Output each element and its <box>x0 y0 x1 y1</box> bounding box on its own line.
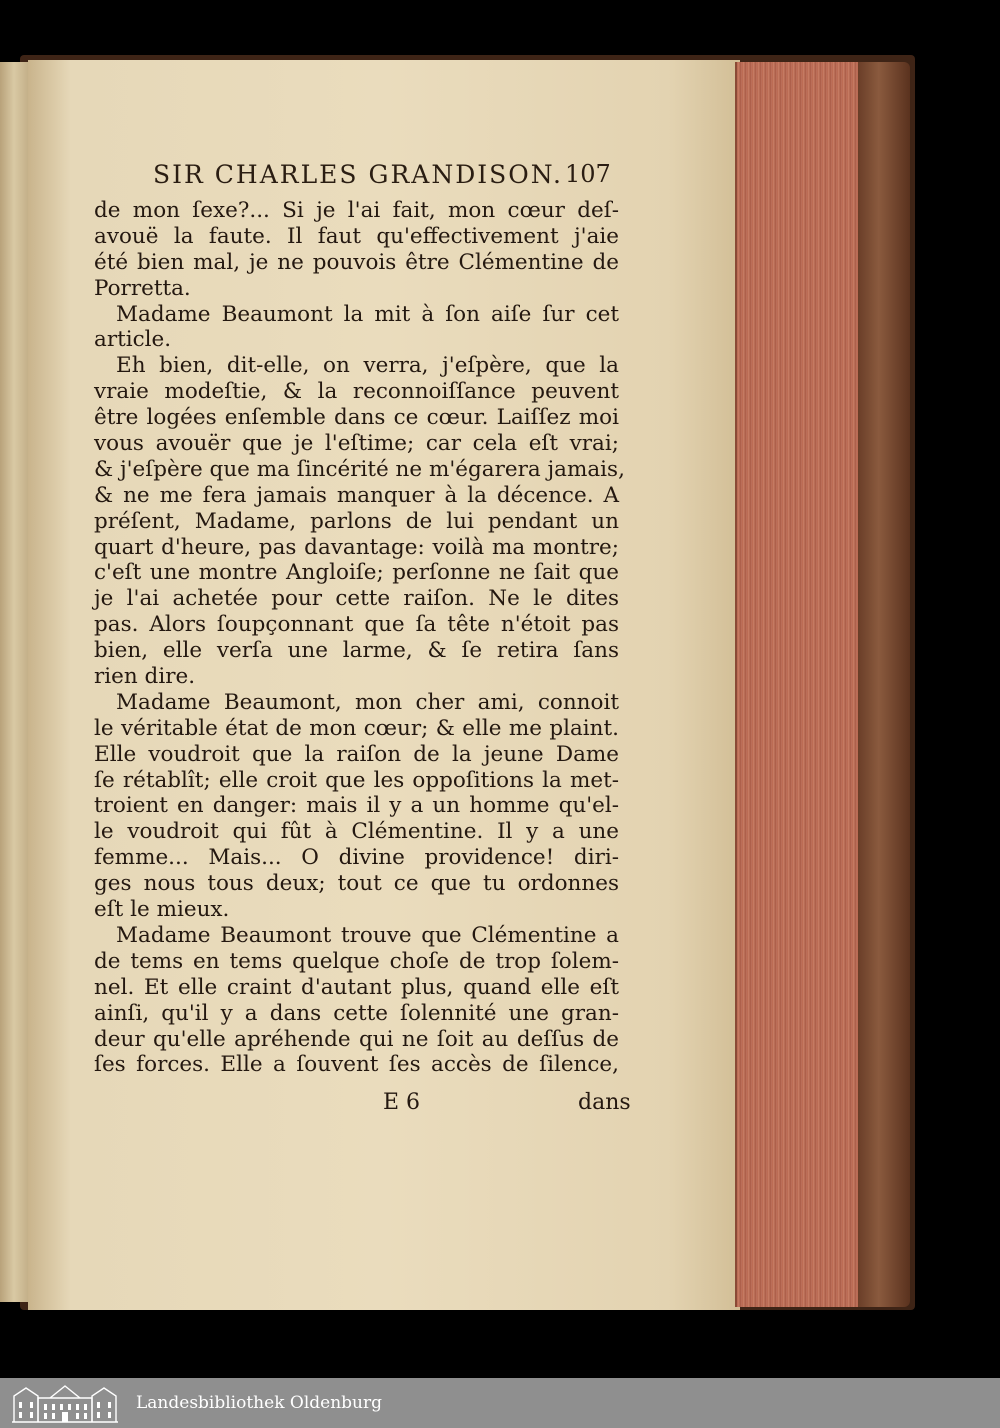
text-line: ges nous tous deux; tout ce que tu ordonnes <box>94 871 619 897</box>
catchword: dans <box>578 1090 631 1115</box>
page-body-text <box>94 198 625 1078</box>
text-line: Madame Beaumont, mon cher ami, connoit <box>116 689 619 715</box>
text-line: nel. Et elle craint d'autant plus, quand elle eſt <box>94 974 619 1000</box>
text-line: je l'ai achetée pour cette raiſon. Ne le dites <box>94 586 619 612</box>
text-line: bien, elle verſa une larme, & ſe retira ſans <box>94 638 619 664</box>
library-building-icon <box>0 1378 130 1428</box>
text-line: ſes forces. Elle a ſouvent ſes accès de ſilence, <box>94 1052 619 1078</box>
page-number: 107 <box>565 160 611 188</box>
left-page-edge <box>0 62 29 1302</box>
text-line: eſt le mieux. <box>94 897 230 923</box>
text-line: Eh bien, dit-elle, on verra, j'eſpère, que la <box>116 353 619 379</box>
text-line: vraie modeſtie, & la reconnoiſſance peuvent <box>94 379 619 405</box>
text-line: deur qu'elle apréhende qui ne ſoit au deſſus de <box>94 1026 619 1052</box>
text-line: Madame Beaumont trouve que Clémentine a <box>116 922 619 948</box>
text-line: ſe rétablît; elle croit que les oppoſitions la met- <box>94 767 619 793</box>
text-line: préſent, Madame, parlons de lui pendant un <box>94 508 619 534</box>
text-line: & ne me fera jamais manquer à la décence. A <box>94 482 619 508</box>
text-line: le voudroit qui fût à Clémentine. Il y a une <box>94 819 619 845</box>
text-line: avouë la faute. Il faut qu'effectivement j'aie <box>94 223 619 249</box>
text-line: article. <box>94 327 172 353</box>
running-head: SIR CHARLES GRANDISON. <box>153 160 563 189</box>
text-line: quart d'heure, pas davantage: voilà ma montre; <box>94 534 619 560</box>
text-line: pas. Alors ſoupçonnant que ſa tête n'étoit pas <box>94 612 619 638</box>
text-line: être logées enſemble dans ce cœur. Laiſſez moi <box>94 405 619 431</box>
text-line: & j'eſpère que ma ſincérité ne m'égarera jamais, <box>94 456 625 482</box>
leather-binding <box>858 62 910 1307</box>
page-fore-edge <box>735 62 862 1307</box>
text-line: Madame Beaumont la mit à ſon aiſe ſur cet <box>116 301 619 327</box>
text-line: rien dire. <box>94 664 196 690</box>
text-line: Porretta. <box>94 275 191 301</box>
footer-bar <box>0 1378 1000 1428</box>
text-line: troient en danger: mais il y a un homme qu'el- <box>94 793 619 819</box>
text-line: Elle voudroit que la raiſon de la jeune Dame <box>94 741 619 767</box>
text-line: été bien mal, je ne pouvois être Clémentine de <box>94 249 619 275</box>
text-line: le véritable état de mon cœur; & elle me plaint. <box>94 715 619 741</box>
text-line: de tems en tems quelque choſe de trop ſolem- <box>94 948 619 974</box>
text-line: femme... Mais... O divine providence! diri- <box>94 845 619 871</box>
signature-mark: E 6 <box>383 1090 421 1115</box>
library-name: Landesbibliothek Oldenburg <box>136 1393 383 1413</box>
text-line: c'eſt une montre Angloiſe; perſonne ne ſait que <box>94 560 619 586</box>
text-line: de mon ſexe?... Si je l'ai fait, mon cœur deſ- <box>94 198 619 223</box>
text-line: vous avouër que je l'eſtime; car cela eſt vrai; <box>94 431 619 457</box>
text-line: ainſi, qu'il y a dans cette ſolennité une gran- <box>94 1000 619 1026</box>
